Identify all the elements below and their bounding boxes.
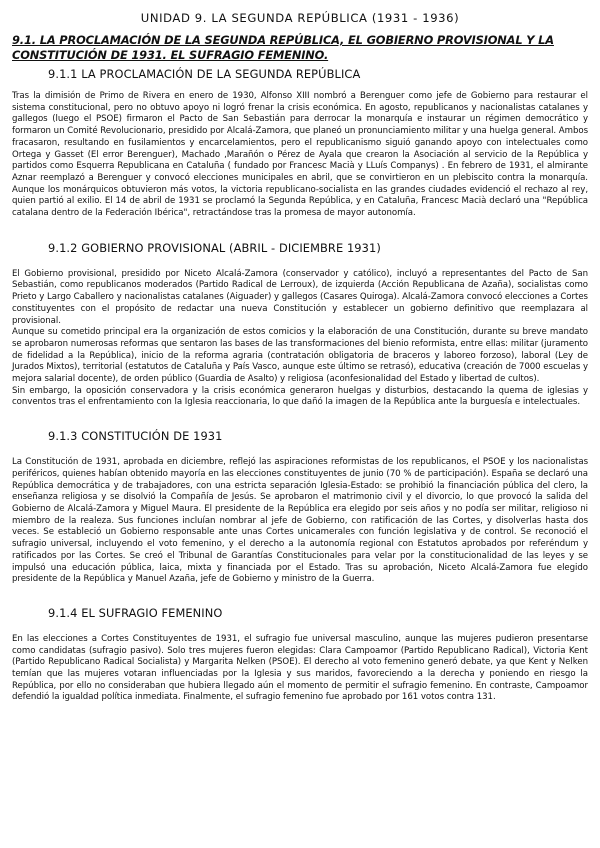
main-heading: 9.1. LA PROCLAMACIÓN DE LA SEGUNDA REPÚBLICA, EL GOBIERNO PROVISIONAL Y LA CONSTITUCIÓN DE 1931. EL SUFRAGIO FEMENINO.: [12, 33, 554, 62]
paragraph-proclamacion: Tras la dimisión de Primo de Rivera en enero de 1930, Alfonso XIII nombró a Berenguer como jefe de Gobierno para restaurar el sistema constitucional, pero no obtuvo apoyo ni logró frenar la crisis económica. En agosto, republicanos y nacionalistas catalanes y gallegos (luego el PSOE) firmaron el Pacto de San Sebastián para derrocar la monarquía e instaurar un régimen democrático y formaron un Comité Revolucionario, presidido por Alcalá-Zamora, que planeó un pronunciamiento militar y una huelga general. Ambos fracasaron, resultando en fusilamientos y encarcelamientos, pero el republicanismo siguió ganando apoyo con intelectuales como Ortega y Gasset (El error Berenguer), Machado ,Marañón o Pérez de Ayala que crearon la Asociación al servicio de la República y partidos como Esquerra Republicana en Cataluña ( fundado por Francesc Macià y LLuís Companys) . En febrero de 1931, el almirante Aznar reemplazó a Berenguer y convocó elecciones municipales en abril, que se convirtieron en un plebiscito contra la monarquía. Aunque los monárquicos obtuvieron más votos, la victoria republicano-socialista en las grandes ciudades evidenció el rechazo al rey, quien partió al exilio. El 14 de abril de 1931 se proclamó la Segunda República, y en Cataluña, Francesc Macià declaró una "República catalana dentro de la Federación Ibérica", retractándose tras la promesa de mayor autonomía.: [12, 91, 588, 219]
section-heading-gobierno-provisional: 9.1.2 GOBIERNO PROVISIONAL (ABRIL - DICIEMBRE 1931): [48, 240, 381, 255]
section-heading-constitucion: 9.1.3 CONSTITUCIÓN DE 1931: [48, 429, 223, 444]
section-heading-proclamacion: 9.1.1 LA PROCLAMACIÓN DE LA SEGUNDA REPÚBLICA: [48, 67, 361, 81]
section-heading-sufragio-femenino: 9.1.4 EL SUFRAGIO FEMENINO: [48, 605, 223, 620]
paragraph-sufragio-femenino: En las elecciones a Cortes Constituyentes de 1931, el sufragio fue universal masculino, aunque las mujeres pudieron presentarse como candidatas (sufragio pasivo). Solo tres mujeres fueron elegidas: Clara Campoamor (Partido Republicano Radical), Victoria Kent (Partido Republicano Radical Socialista) y Margarita Nelken (PSOE). El derecho al voto femenino generó debate, ya que Kent y Nelken temían que las mujeres votaran influenciadas por la Iglesia y sus maridos, favoreciendo a la derecha y poniendo en riesgo la República, por ello no consideraban que hubiera llegado aún el momento de permitir el sufragio femenino. En contraste, Campoamor defendió la igualdad política inmediata. Finalmente, el sufragio femenino fue aprobado por 161 votos contra 131.: [12, 633, 588, 703]
unit-title: UNIDAD 9. LA SEGUNDA REPÚBLICA (1931 - 1936): [140, 11, 460, 25]
paragraph-gobierno-provisional-2: Aunque su cometido principal era la organización de estos comicios y la elaboración de una Constitución, durante su breve mandato se aprobaron numerosas reformas que sentaron las bases de las transformaciones del bienio reformista, entre ellas: militar (juramento de fidelidad a la República), inicio de la reforma agraria (contratación obligatoria de braceros y laboreo forzoso), laboral (Ley de Jurados Mixtos), territorial (estatutos de Cataluña y País Vasco, aunque este último se retrasó), educativa (creación de 7000 escuelas y mejora salarial docente), de orden público (Guardia de Asalto) y religiosa (aconfesionalidad del Estado y libertad de cultos).: [12, 327, 588, 385]
paragraph-gobierno-provisional-1: El Gobierno provisional, presidido por Niceto Alcalá-Zamora (conservador y católico), incluyó a representantes del Pacto de San Sebastián, como republicanos moderados (Partido Radical de Lerroux), de izquierda (Acción Republicana de Azaña), socialistas como Prieto y Largo Caballero y nacionalistas catalanes (Aiguader) y gallegos (Casares Quiroga). Alcalá-Zamora convocó elecciones a Cortes constituyentes con el propósito de redactar una nueva Constitución y establecer un gobierno definitivo que reemplazara al provisional.: [12, 268, 588, 326]
paragraph-gobierno-provisional-3: Sin embargo, la oposición conservadora y la crisis económica generaron huelgas y disturbios, destacando la quema de iglesias y conventos tras el enfrentamiento con la Iglesia reaccionaria, lo que dañó la imagen de la República ante la burguesía e intelectuales.: [12, 385, 588, 408]
paragraph-constitucion: La Constitución de 1931, aprobada en diciembre, reflejó las aspiraciones reformistas de los republicanos, el PSOE y los nacionalistas periféricos, quienes habían obtenido mayoría en las elecciones constituyentes de junio (70 % de participación). España se declaró una República democrática y de trabajadores, con una estricta separación Iglesia-Estado: se prohibió la financiación pública del clero, la enseñanza religiosa y se disolvió la Compañía de Jesús. Se aprobaron el matrimonio civil y el divorcio, lo que provocó la salida del Gobierno de Alcalá-Zamora y Miguel Maura. El presidente de la República era elegido por seis años y no podía ser militar, religioso ni miembro de la realeza. Sus funciones incluían nombrar al jefe de Gobierno, con ratificación de las Cortes, y disolverlas hasta dos veces. Se estableció un Gobierno responsable ante unas Cortes unicamerales con función legislativa y de control. Se reconoció el sufragio universal, incluyendo el voto femenino, y el derecho a la autonomía regional con Estatutos aprobados por referéndum y ratificados por las Cortes. Se creó el Tribunal de Garantías Constitucionales para velar por la constitucionalidad de las leyes y se impulsó una educación pública, laica, mixta y financiada por el Estado. Tras su aprobación, Niceto Alcalá-Zamora fue elegido presidente de la República y Manuel Azaña, jefe de Gobierno y ministro de la Guerra.: [12, 457, 588, 585]
